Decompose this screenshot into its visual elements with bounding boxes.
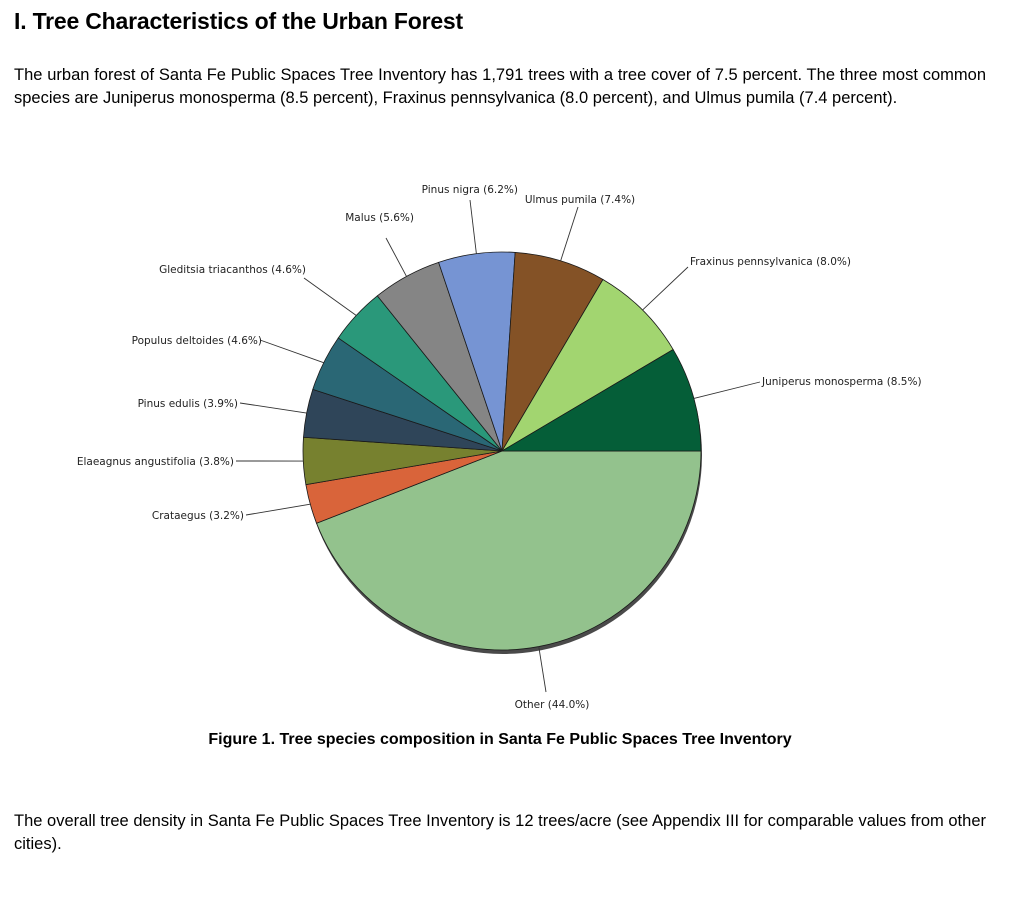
leader-line-2 [246, 504, 310, 515]
figure-caption: Figure 1. Tree species composition in Santa Fe Public Spaces Tree Inventory [208, 731, 792, 748]
leader-line-1 [539, 647, 546, 692]
species-pie-chart [0, 170, 1024, 730]
slice-label-8: Pinus nigra (6.2%) [421, 184, 518, 196]
slice-label-10: Fraxinus pennsylvanica (8.0%) [690, 256, 851, 268]
slice-label-11: Juniperus monosperma (8.5%) [762, 376, 922, 388]
leader-line-7 [386, 238, 407, 276]
density-paragraph: The overall tree density in Santa Fe Public Spaces Tree Inventory is 12 trees/acre (see Appendix III for comparable values from other cities). [14, 812, 986, 853]
leader-line-9 [561, 207, 578, 261]
slice-label-4: Pinus edulis (3.9%) [137, 398, 238, 410]
leader-line-6 [304, 278, 356, 315]
slice-label-9: Ulmus pumila (7.4%) [524, 194, 636, 206]
leader-line-8 [470, 200, 476, 254]
section-title: I. Tree Characteristics of the Urban Forest [14, 8, 463, 34]
leader-line-4 [240, 403, 307, 413]
leader-line-10 [642, 267, 688, 310]
slice-label-7: Malus (5.6%) [345, 212, 414, 224]
leader-line-11 [694, 382, 760, 398]
leader-line-5 [260, 340, 324, 363]
slice-label-1: Other (44.0%) [514, 699, 590, 711]
slice-label-3: Elaeagnus angustifolia (3.8%) [76, 456, 234, 468]
intro-paragraph: The urban forest of Santa Fe Public Spaces Tree Inventory has 1,791 trees with a tree cover of 7.5 percent. The three most common species are Juniperus monosperma (8.5 percent), Fraxinus pennsylvanica (8.0 percent), and Ulmus pumila (7.4 percent). [14, 66, 986, 107]
slice-label-5: Populus deltoides (4.6%) [131, 335, 262, 347]
slice-label-2: Crataegus (3.2%) [151, 510, 244, 522]
slice-label-6: Gleditsia triacanthos (4.6%) [159, 264, 306, 276]
